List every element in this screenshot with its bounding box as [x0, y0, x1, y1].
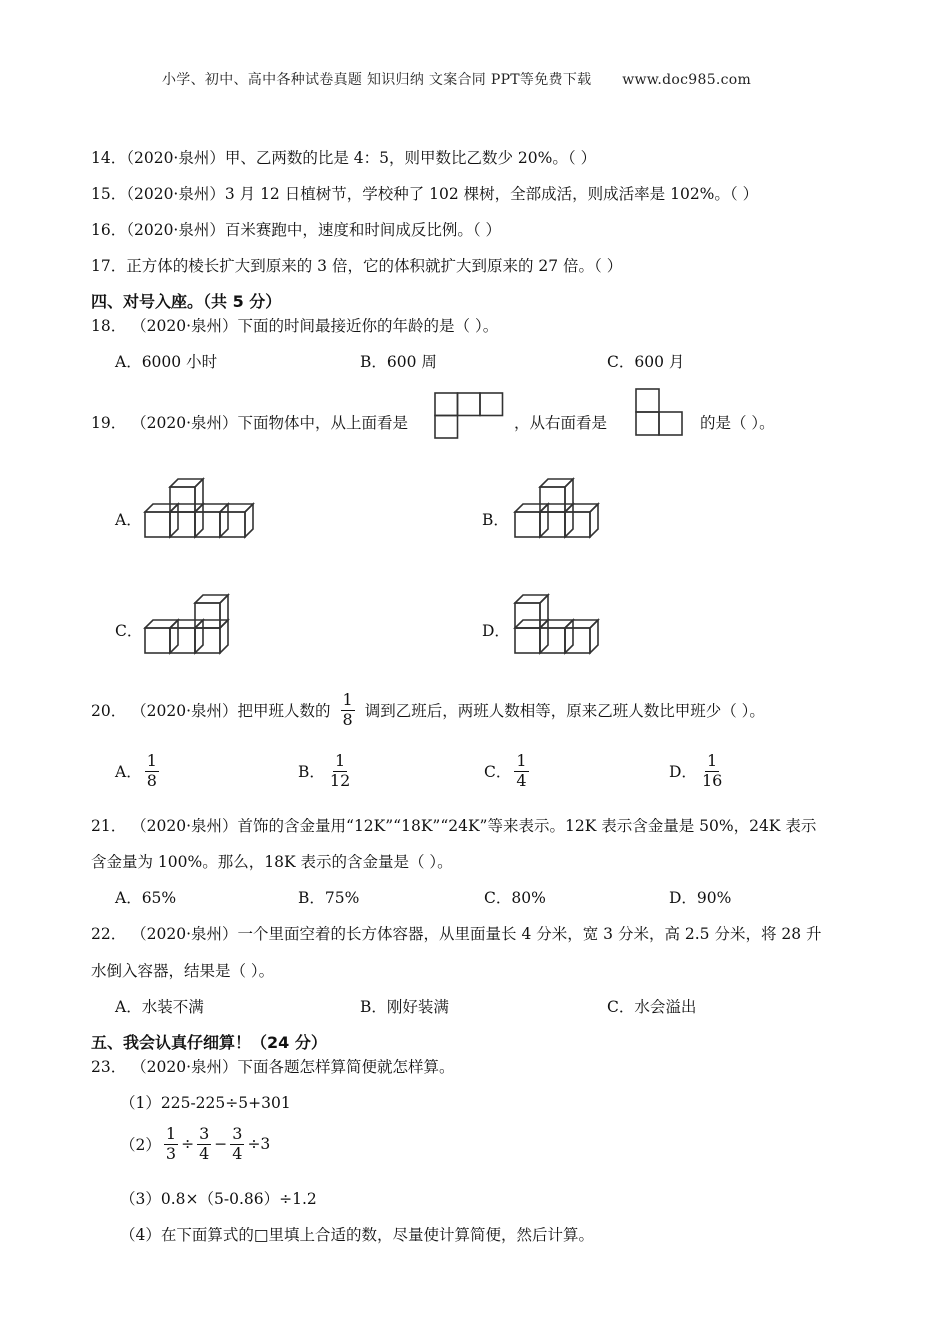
q19-option-b-label: B． — [482, 511, 509, 529]
q21-line1: 21． （2020·泉州）首饰的含金量用“12K”“18K”“24K”等来表示。12K 表示含金量是 50%，24K 表示 — [91, 817, 817, 835]
fraction-denominator: 16 — [701, 770, 723, 790]
q20-stem-b: 调到乙班后，两班人数相等，原来乙班人数比甲班少（ ）。 — [364, 702, 765, 721]
item-text: （2020·泉州）3 月 12 日植树节，学校种了 102 棵树，全部成活，则成活率是 102%。（ ） — [126, 185, 759, 203]
q19-figure-b — [515, 470, 615, 542]
fraction-2 — [197, 1126, 211, 1163]
fraction-denominator: 3 — [165, 1143, 177, 1163]
header-url: www.doc985.com — [622, 72, 752, 88]
cube-front-face — [145, 628, 170, 653]
cube-front-face — [515, 628, 540, 653]
expression-tail: ÷3 — [247, 1135, 271, 1154]
q19-option-d-label: D． — [482, 622, 510, 640]
q20-option-c — [484, 753, 532, 790]
q18-option-a: A．6000 小时 — [115, 353, 218, 371]
q23-part-2 — [120, 1126, 270, 1163]
fraction-denominator: 4 — [232, 1143, 243, 1163]
fraction-denominator: 4 — [199, 1143, 210, 1163]
option-fraction — [145, 753, 159, 790]
fraction-numerator: 3 — [199, 1124, 210, 1143]
fraction-numerator: 1 — [707, 751, 718, 770]
top-view-figure — [435, 393, 505, 441]
section-5-title: 五、我会认真仔细算！（24 分） — [91, 1033, 327, 1052]
option-fraction — [700, 753, 724, 790]
q21-option-b: B．75% — [298, 889, 360, 907]
judge-item-17 — [91, 254, 622, 276]
right-view-figure — [636, 389, 686, 437]
cube-front-face — [145, 512, 170, 537]
q19-stem-b: ，从右面看是 — [514, 414, 608, 432]
fraction-denominator: 12 — [329, 770, 351, 790]
q19-figure-d — [515, 586, 615, 658]
item-number: 14． — [91, 149, 127, 167]
q23-part-4: （4）在下面算式的□里填上合适的数，尽量使计算简便，然后计算。 — [120, 1226, 595, 1244]
cube-top-face — [145, 620, 178, 628]
item-number: 17． — [91, 257, 127, 275]
q23-stem: 23． （2020·泉州）下面各题怎样算简便就怎样算。 — [91, 1058, 455, 1076]
option-label: B． — [298, 763, 325, 782]
q21-option-d: D．90% — [669, 889, 732, 907]
item-number: 15． — [91, 185, 127, 203]
section-4-title: 四、对号入座。（共 5 分） — [91, 292, 282, 311]
q19-stem-c: 的是（ ）。 — [700, 414, 775, 432]
fraction-1 — [164, 1126, 178, 1163]
option-fraction — [328, 753, 352, 790]
q22-option-b: B．刚好装满 — [360, 998, 449, 1016]
fraction-numerator: 1 — [516, 751, 527, 770]
q21-line2: 含金量为 100%。那么，18K 表示的含金量是（ ）。 — [91, 853, 453, 871]
q19-figure-c — [145, 586, 245, 658]
q20-stem-fraction — [341, 692, 355, 729]
fraction-numerator: 1 — [165, 1124, 177, 1143]
q20-stem-a: 20． （2020·泉州）把甲班人数的 — [91, 702, 331, 721]
q19-option-c-label: C． — [115, 622, 143, 640]
q18-stem: 18． （2020·泉州）下面的时间最接近你的年龄的是（ ）。 — [91, 317, 499, 335]
judge-item-14 — [91, 146, 596, 168]
q20-option-b — [298, 753, 355, 790]
fraction-numerator: 3 — [232, 1124, 243, 1143]
q20-option-a — [115, 753, 162, 790]
cube-front-face — [515, 512, 540, 537]
q22-option-a: A．水装不满 — [115, 998, 204, 1016]
fraction-denominator: 8 — [146, 770, 157, 790]
option-label: D． — [669, 763, 697, 782]
q21-option-a: A．65% — [115, 889, 177, 907]
option-label: C． — [484, 763, 512, 782]
q18-option-b: B．600 周 — [360, 353, 437, 371]
q21-option-c: C．80% — [484, 889, 546, 907]
fraction-numerator: 1 — [334, 751, 346, 770]
item-number: 16． — [91, 221, 127, 239]
option-fraction — [514, 753, 528, 790]
q18-option-c: C．600 月 — [607, 353, 685, 371]
q22-line2: 水倒入容器，结果是（ ）。 — [91, 962, 275, 980]
q22-line1: 22． （2020·泉州）一个里面空着的长方体容器，从里面量长 4 分米，宽 3 分米，高 2.5 分米，将 28 升 — [91, 925, 822, 943]
operator-divide: ÷ — [181, 1135, 195, 1154]
item-text: （2020·泉州）甲、乙两数的比是 4：5，则甲数比乙数少 20%。（ ） — [126, 149, 597, 167]
q23-part-3: （3）0.8×（5-0.86）÷1.2 — [120, 1190, 317, 1208]
page-header — [162, 69, 751, 89]
cube-top-face — [515, 595, 548, 603]
fraction-numerator: 1 — [342, 690, 353, 709]
part-label: （2） — [120, 1136, 161, 1155]
q22-option-c: C．水会溢出 — [607, 998, 697, 1016]
fraction-denominator: 8 — [342, 709, 353, 729]
cube-top-face — [195, 595, 228, 603]
fraction-denominator: 4 — [516, 770, 527, 790]
cube-top-face — [515, 504, 548, 512]
q19-figure-a — [145, 470, 245, 542]
cube-top-face — [540, 479, 573, 487]
judge-item-16 — [91, 218, 501, 240]
item-text: 正方体的棱长扩大到原来的 3 倍，它的体积就扩大到原来的 27 倍。（ ） — [126, 257, 623, 275]
q23-part-1: （1）225-225÷5+301 — [120, 1094, 291, 1112]
cube-top-face — [145, 504, 178, 512]
cube-top-face — [170, 479, 203, 487]
operator-minus: − — [214, 1135, 228, 1154]
q19-option-a-label: A． — [115, 511, 142, 529]
fraction-3 — [230, 1126, 244, 1163]
q20-stem — [91, 692, 765, 729]
fraction-numerator: 1 — [146, 751, 157, 770]
q19-stem-a: 19． （2020·泉州）下面物体中，从上面看是 — [91, 414, 409, 432]
judge-item-15 — [91, 182, 758, 204]
q20-option-d — [669, 753, 727, 790]
option-label: A． — [115, 763, 142, 782]
header-text: 小学、初中、高中各种试卷真题 知识归纳 文案合同 PPT等免费下载 — [162, 72, 592, 88]
item-text: （2020·泉州）百米赛跑中，速度和时间成反比例。（ ） — [126, 221, 502, 239]
